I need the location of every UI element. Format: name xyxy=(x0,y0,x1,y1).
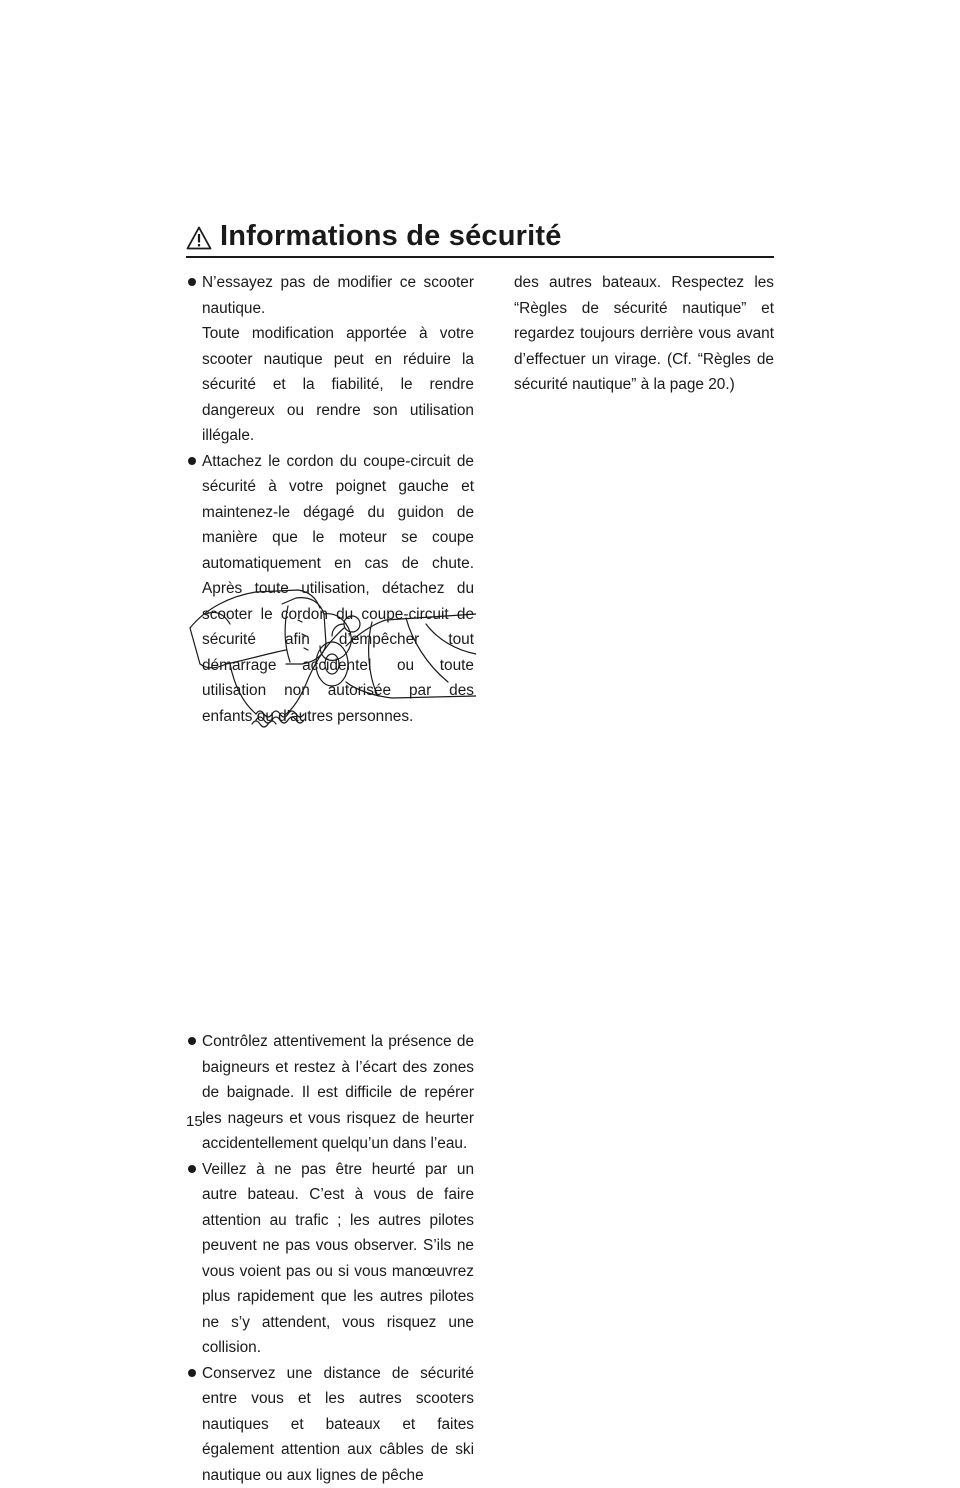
page-number: 15 xyxy=(186,1113,203,1130)
bullet-distance: Conservez une distance de sécurité entre vous et les autres scooters nautiques et bateaux et faites également attention aux câbles de ski nautique ou aux lignes de pêche xyxy=(188,1361,474,1488)
bullet-distance-continued: des autres bateaux. Respectez les “Règles de sécurité nautique” et regardez toujours derrière vous avant d’effectuer un virage. (Cf. “Règles de sécurité nautique” à la page 20.) xyxy=(500,270,774,398)
bullet-collision: Veillez à ne pas être heurté par un autre bateau. C’est à vous de faire attention au trafic ; les autres pilotes peuvent ne pas vous observer. S’ils ne vous voient pas ou si vous manœuvrez plus rapidement que les autres pilotes ne s’y attendent, vous risquez une collision. xyxy=(188,1157,474,1361)
page-header xyxy=(186,222,774,258)
bullet-swimmers: Contrôlez attentivement la présence de baigneurs et restez à l’écart des zones de baignade. Il est difficile de repérer les nageurs et vous risquez de heurter accidentellement quelqu’un dans l’eau. xyxy=(188,1029,474,1157)
bullet-modification-heading: N’essayez pas de modifier ce scooter nautique. xyxy=(202,274,474,317)
right-column xyxy=(500,270,774,398)
warning-triangle-icon xyxy=(186,226,212,250)
bullet-modification xyxy=(188,270,474,321)
header-rule xyxy=(186,256,774,258)
bullet-modification-body: Toute modification apportée à votre scooter nautique peut en réduire la sécurité et la fiabilité, le rendre dangereux ou rendre son utilisation illégale. xyxy=(188,321,474,449)
page-title: Informations de sécurité xyxy=(220,220,562,253)
bullet-lanyard: Attachez le cordon du coupe-circuit de sécurité à votre poignet gauche et maintenez-le dégagé du guidon de manière que le moteur se coupe automatiquement en cas de chute. Après toute utilisation, détachez du scooter le cordon du coupe-circuit de sécurité afin d’empêcher tout démarrage accidentel ou toute utilisation non autorisée par des enfants ou d’autres personnes. xyxy=(188,449,474,730)
left-column xyxy=(188,270,474,1488)
lanyard-wrist-illustration xyxy=(186,584,476,736)
